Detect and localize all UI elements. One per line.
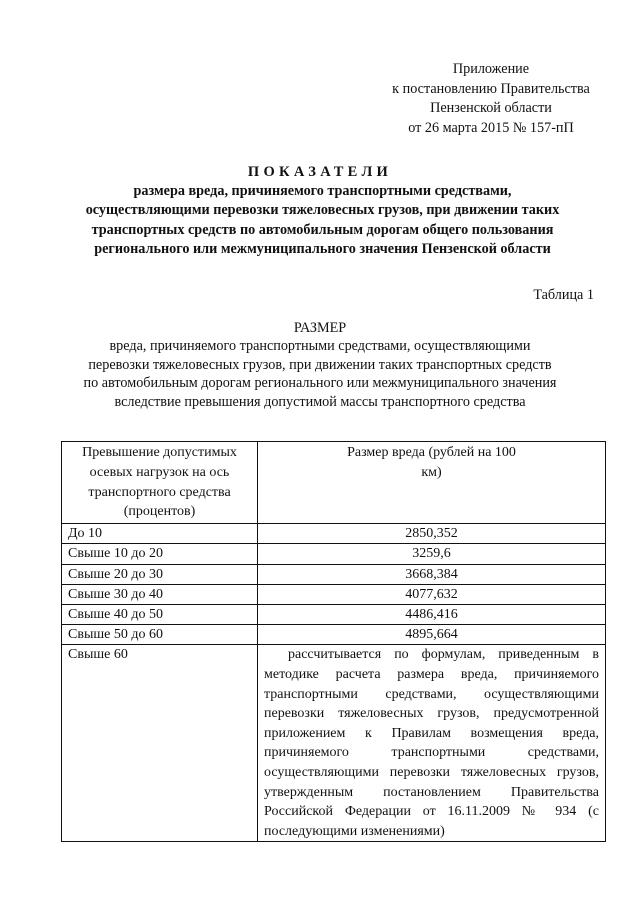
row-range: Свыше 30 до 40 (62, 584, 258, 604)
table-row (62, 625, 606, 645)
row-value: 4077,632 (258, 584, 606, 604)
appendix-line-4: от 26 марта 2015 № 157-пП (408, 119, 574, 136)
table-row (62, 584, 606, 604)
header-harm-size-text: Размер вреда (рублей на 100 км) (347, 445, 516, 480)
appendix-line-2: к постановлению Правительства (392, 80, 590, 97)
table-title: РАЗМЕР (293, 320, 347, 336)
header-harm-size (258, 442, 606, 524)
row-range: Свыше 60 (62, 645, 258, 842)
row-range: До 10 (62, 524, 258, 544)
row-value: 2850,352 (258, 524, 606, 544)
document-title: ПОКАЗАТЕЛИ (247, 164, 393, 180)
table-subtitle: вреда, причиняемого транспортными средствами, осуществляющими перевозки тяжеловесных грузов, при движении таких транспортных средств по автомобильным дорогам регионального или межмуниципального значения вследствие превышения допустимой массы транспортного средства (83, 338, 557, 410)
appendix-line-1: Приложение (452, 61, 530, 77)
row-value: 4895,664 (258, 625, 606, 645)
row-value: 3259,6 (258, 544, 606, 564)
row-value: 4486,416 (258, 605, 606, 625)
table-label: Таблица 1 (533, 287, 594, 303)
row-note-text: рассчитывается по формулам, приведенным в методике расчета размера вреда, причиняемого транспортными средствами, осуществляющими перевозки тяжеловесных грузов, предусмотренной приложением к Правилам возмещения вреда, причиняемого транспортными средствами, осуществляющими перевозки тяжеловесных грузов, утвержденным постановлением Правительства Российской Федерации от 16.11.2009 № 934 (с последующими изменениями) (264, 647, 599, 839)
appendix-block (355, 60, 627, 138)
table-row (62, 524, 606, 544)
row-range: Свыше 20 до 30 (62, 564, 258, 584)
row-range: Свыше 10 до 20 (62, 544, 258, 564)
table-row (62, 564, 606, 584)
table-row (62, 544, 606, 564)
row-value: 3668,384 (258, 564, 606, 584)
document-subtitle: размера вреда, причиняемого транспортными средствами, осуществляющими перевозки тяжеловесных грузов, при движении таких транспортных средств по автомобильным дорогам общего пользования регионального или межмуниципального значения Пензенской области (85, 183, 560, 257)
table-row (62, 605, 606, 625)
header-overload: Превышение допустимых осевых нагрузок на ось транспортного средства (процентов) (62, 442, 258, 524)
table-row-last (62, 645, 606, 842)
table-header-row (62, 442, 606, 524)
appendix-line-3: Пензенской области (430, 100, 552, 116)
row-range: Свыше 50 до 60 (62, 625, 258, 645)
row-range: Свыше 40 до 50 (62, 605, 258, 625)
row-note (258, 645, 606, 842)
harm-table (61, 441, 606, 842)
